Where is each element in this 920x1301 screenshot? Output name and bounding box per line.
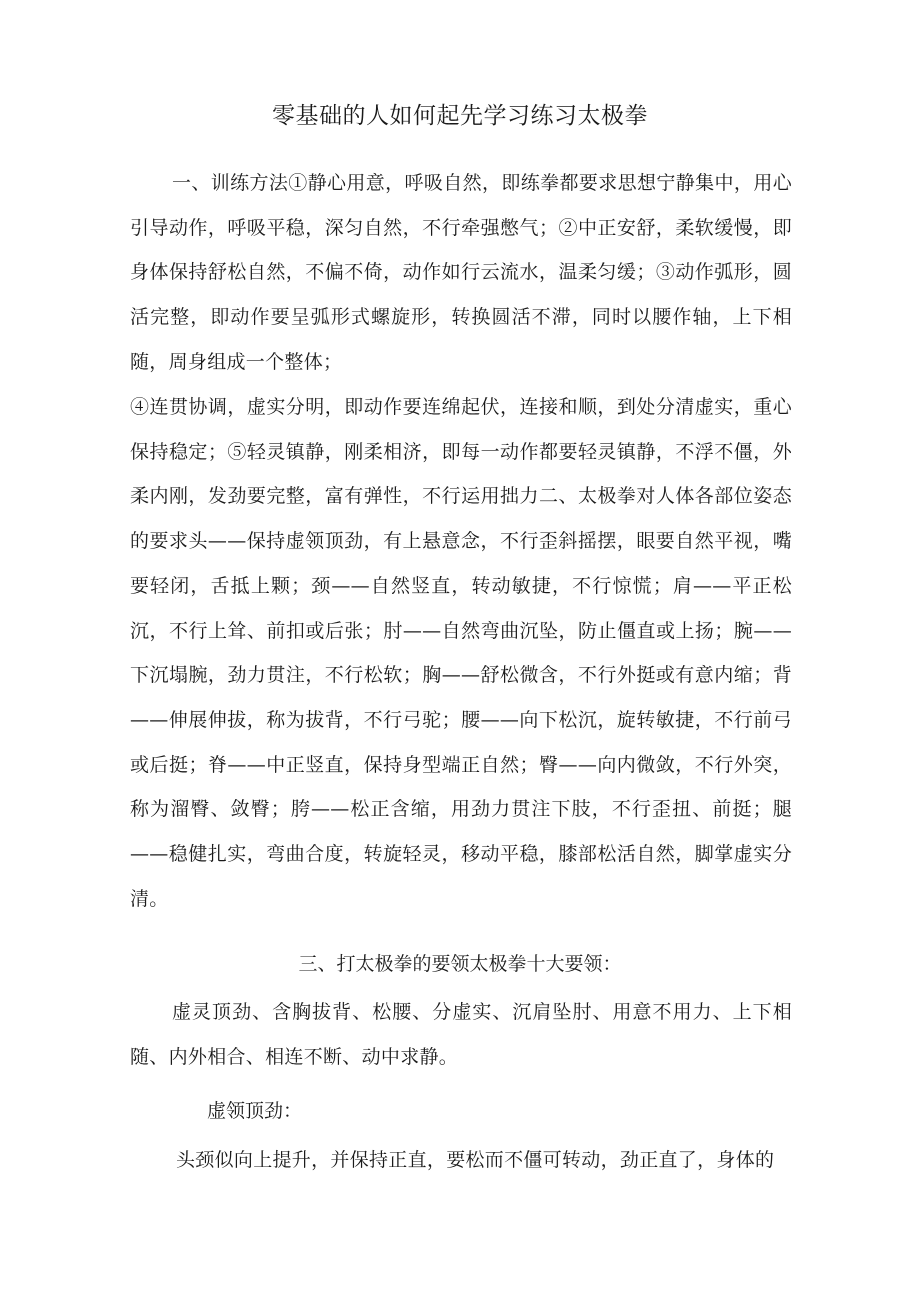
- paragraph-ten-essentials: 虚灵顶劲、含胸拔背、松腰、分虚实、沉肩坠肘、用意不用力、上下相随、内外相合、相连不断、动中求静。: [130, 1001, 792, 1068]
- paragraph-training-methods: 一、训练方法①静心用意，呼吸自然，即练拳都要求思想宁静集中，用心引导动作，呼吸平稳，深匀自然，不行牵强憋气；②中正安舒，柔软缓慢，即身体保持舒松自然，不偏不倚，动作如行云流水，温柔匀缓；③动作弧形，圆活完整，即动作要呈弧形式螺旋形，转换圆活不滞，同时以腰作轴，上下相随，周身组成一个整体；: [130, 172, 792, 373]
- document-title: 零基础的人如何起先学习练习太极拳: [272, 103, 648, 129]
- paragraph-head-posture: 头颈似向上提升，并保持正直，要松而不僵可转动，劲正直了，身体的: [176, 1149, 775, 1171]
- paragraph-posture-requirements: ④连贯协调，虚实分明，即动作要连绵起伏，连接和顺，到处分清虚实，重心保持稳定；⑤轻灵镇静，刚柔相济，即每一动作都要轻灵镇静，不浮不僵，外柔内刚，发劲要完整，富有弹性，不行运用拙力二、太极拳对人体各部位姿态的要求头——保持虚领顶劲，有上悬意念，不行歪斜摇摆，眼要自然平视，嘴要轻闭，舌抵上颗；颈——自然竖直，转动敏捷，不行惊慌；肩——平正松沉，不行上耸、前扣或后张；肘——自然弯曲沉坠，防止僵直或上扬；腕——下沉塌腕，劲力贯注，不行松软；胸——舒松微含，不行外挺或有意内缩；背——伸展伸拔，称为拔背，不行弓驼；腰——向下松沉，旋转敏捷，不行前弓或后挺；脊——中正竖直，保持身型端正自然；臀——向内微敛，不行外突，称为溜臀、敛臀；胯——松正含缩，用劲力贯注下肢，不行歪扭、前挺；腿——稳健扎实，弯曲合度，转旋轻灵，移动平稳，膝部松活自然，脚掌虚实分清。: [130, 396, 792, 910]
- section-heading-key-points: 三、打太极拳的要领太极拳十大要领：: [298, 953, 622, 975]
- subheading-head-posture: 虚领顶劲：: [207, 1100, 303, 1122]
